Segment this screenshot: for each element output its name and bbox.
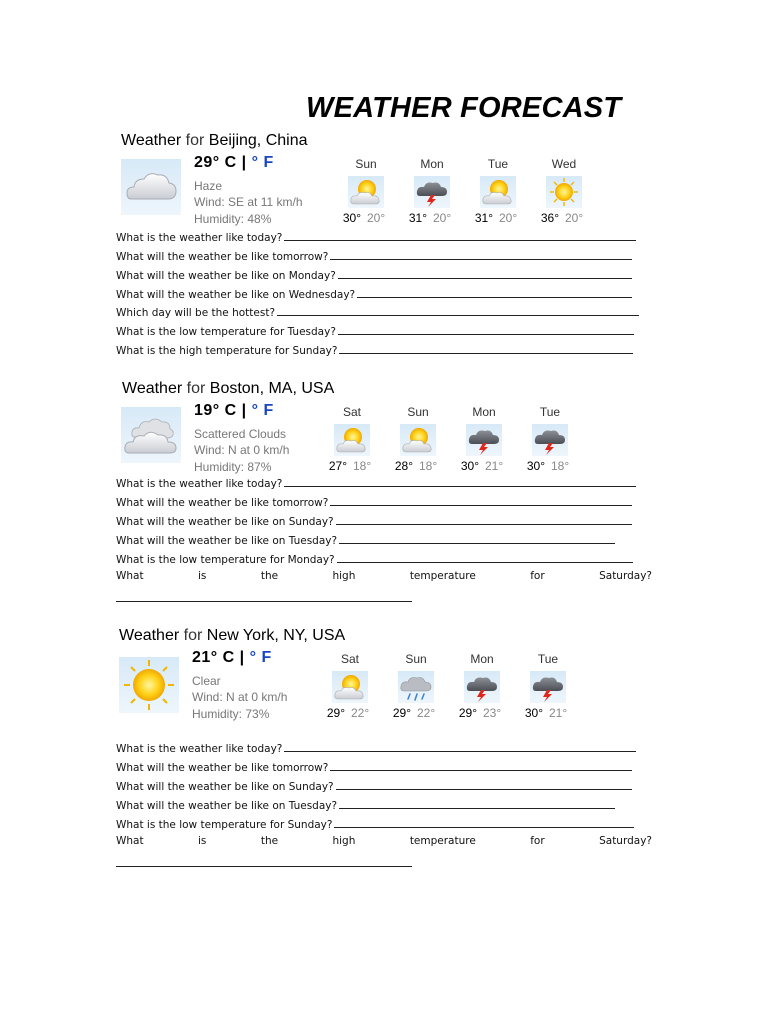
fahrenheit-unit[interactable]: F	[263, 402, 274, 419]
current-temperature	[194, 154, 274, 172]
fahrenheit-unit[interactable]: F	[263, 154, 274, 171]
unit-separator: |	[241, 154, 247, 171]
celsius-unit[interactable]: C	[224, 402, 237, 419]
forecast-high: 29°	[458, 706, 477, 720]
forecast-day: Mon	[420, 157, 444, 171]
city-name: Beijing, China	[208, 132, 308, 149]
forecast-temps	[318, 459, 382, 473]
question	[116, 759, 632, 774]
thunderstorm-icon	[530, 671, 566, 703]
condition-text: Haze	[194, 179, 223, 193]
question-text: Which day will be the hottest?	[116, 307, 276, 319]
answer-blank[interactable]	[357, 286, 632, 298]
forecast-temps	[332, 211, 396, 225]
forecast-day: Tue	[487, 157, 509, 171]
question-text: What will the weather be like on Tuesday?	[116, 800, 338, 812]
forecast-temps	[516, 459, 580, 473]
question-text: What is the weather like today?	[116, 232, 283, 244]
question-word: high	[332, 570, 356, 582]
wind-text: Wind: SE at 11 km/h	[194, 195, 303, 209]
partly-sunny-icon	[400, 424, 436, 456]
forecast-low: 21°	[549, 706, 568, 720]
question-text: What is the high temperature for Sunday?	[116, 345, 338, 357]
partly-sunny-icon	[334, 424, 370, 456]
question	[116, 778, 632, 793]
question	[116, 475, 636, 490]
unit-separator: |	[239, 649, 245, 666]
answer-blank[interactable]	[330, 494, 632, 506]
forecast-day: Sun	[405, 652, 427, 666]
humidity-text: Humidity: 73%	[192, 707, 270, 721]
forecast-high: 30°	[460, 459, 479, 473]
question-word: high	[332, 835, 356, 847]
question-word: What	[116, 570, 144, 582]
forecast-high: 29°	[326, 706, 345, 720]
question-text: What is the low temperature for Monday?	[116, 554, 335, 566]
forecast-low: 18°	[353, 459, 372, 473]
wind-text: Wind: N at 0 km/h	[194, 443, 290, 457]
question	[116, 342, 633, 357]
question-word: Saturday?	[599, 835, 652, 847]
question-text: What will the weather be like on Tuesday?	[116, 535, 338, 547]
question-text: What is the weather like today?	[116, 743, 283, 755]
question-text: What is the low temperature for Tuesday?	[116, 326, 336, 338]
answer-blank[interactable]	[330, 759, 632, 771]
question-text: What will the weather be like tomorrow?	[116, 497, 329, 509]
city-name: New York, NY, USA	[206, 627, 346, 644]
unit-separator: |	[241, 402, 247, 419]
question-text: What is the low temperature for Sunday?	[116, 819, 333, 831]
question-text: What will the weather be like tomorrow?	[116, 251, 329, 263]
answer-blank[interactable]	[337, 551, 633, 563]
question	[116, 248, 632, 263]
question	[116, 513, 632, 528]
question	[116, 304, 639, 319]
question-justified	[116, 835, 652, 847]
forecast-low: 22°	[351, 706, 370, 720]
question-word: What	[116, 835, 144, 847]
question-word: temperature	[409, 835, 476, 847]
forecast-low: 22°	[417, 706, 436, 720]
forecast-day: Sun	[407, 405, 429, 419]
forecast-day: Sat	[342, 405, 361, 419]
forecast-high: 30°	[526, 459, 545, 473]
answer-blank[interactable]	[339, 342, 633, 354]
question	[116, 797, 615, 812]
fahrenheit-degree: °	[251, 154, 259, 171]
question	[116, 229, 636, 244]
forecast-day: Sat	[340, 652, 359, 666]
forecast-temps	[450, 459, 514, 473]
rain-icon	[398, 671, 434, 703]
city-heading	[122, 380, 334, 398]
city-heading	[119, 627, 345, 645]
partly-sunny-icon	[348, 176, 384, 208]
question-text: What is the weather like today?	[116, 478, 283, 490]
forecast-temps	[514, 706, 578, 720]
partly-sunny-icon	[332, 671, 368, 703]
answer-blank[interactable]	[277, 304, 639, 316]
city-heading	[121, 132, 308, 150]
answer-blank[interactable]	[116, 865, 412, 867]
fahrenheit-degree: °	[251, 402, 259, 419]
forecast-high: 36°	[540, 211, 559, 225]
heading-for-word: for	[186, 380, 206, 397]
forecast-high: 28°	[394, 459, 413, 473]
answer-blank[interactable]	[334, 816, 634, 828]
page-title: WEATHER FORECAST	[306, 92, 622, 124]
forecast-day: Tue	[537, 652, 559, 666]
sun-icon	[119, 657, 179, 713]
humidity-text: Humidity: 48%	[194, 212, 272, 226]
forecast-high: 31°	[474, 211, 493, 225]
answer-blank[interactable]	[336, 778, 632, 790]
forecast-low: 23°	[483, 706, 502, 720]
temp-value: 21°	[192, 649, 218, 666]
question-word: is	[198, 835, 207, 847]
question-text: What will the weather be like tomorrow?	[116, 762, 329, 774]
heading-weather-word: Weather	[122, 380, 183, 397]
question-word: the	[260, 570, 279, 582]
heading-for-word: for	[183, 627, 203, 644]
question-word: temperature	[409, 570, 476, 582]
condition-text: Scattered Clouds	[194, 427, 287, 441]
question-word: the	[260, 835, 279, 847]
forecast-low: 20°	[367, 211, 386, 225]
answer-blank[interactable]	[284, 229, 636, 241]
partly-sunny-icon	[480, 176, 516, 208]
answer-blank[interactable]	[284, 740, 636, 752]
forecast-temps	[384, 459, 448, 473]
forecast-high: 30°	[342, 211, 361, 225]
question-word: Saturday?	[599, 570, 652, 582]
city-name: Boston, MA, USA	[209, 380, 335, 397]
question-word: is	[198, 570, 207, 582]
cloud-icon	[121, 159, 181, 215]
forecast-low: 20°	[433, 211, 452, 225]
temp-value: 19°	[194, 402, 220, 419]
current-temperature	[192, 649, 272, 667]
forecast-low: 20°	[565, 211, 584, 225]
forecast-temps	[398, 211, 462, 225]
celsius-unit[interactable]: C	[222, 649, 235, 666]
forecast-day: Tue	[539, 405, 561, 419]
heading-weather-word: Weather	[119, 627, 180, 644]
question-text: What will the weather be like on Wednesday?	[116, 289, 356, 301]
forecast-high: 30°	[524, 706, 543, 720]
forecast-low: 21°	[485, 459, 504, 473]
fahrenheit-degree: °	[249, 649, 257, 666]
heading-for-word: for	[185, 132, 205, 149]
question	[116, 532, 615, 547]
forecast-day: Mon	[470, 652, 494, 666]
thunderstorm-icon	[532, 424, 568, 456]
forecast-temps	[530, 211, 594, 225]
forecast-low: 20°	[499, 211, 518, 225]
question	[116, 267, 632, 282]
forecast-high: 29°	[392, 706, 411, 720]
question	[116, 494, 632, 509]
forecast-temps	[448, 706, 512, 720]
forecast-day: Sun	[355, 157, 377, 171]
question	[116, 816, 634, 831]
forecast-high: 27°	[328, 459, 347, 473]
humidity-text: Humidity: 87%	[194, 460, 272, 474]
thunderstorm-icon	[464, 671, 500, 703]
forecast-day: Mon	[472, 405, 496, 419]
answer-blank[interactable]	[338, 267, 632, 279]
forecast-low: 18°	[551, 459, 570, 473]
question-word: for	[530, 570, 545, 582]
question	[116, 323, 634, 338]
answer-blank[interactable]	[284, 475, 636, 487]
thunderstorm-icon	[466, 424, 502, 456]
question-text: What will the weather be like on Sunday?	[116, 516, 334, 528]
celsius-unit[interactable]: C	[224, 154, 237, 171]
forecast-high: 31°	[408, 211, 427, 225]
condition-text: Clear	[192, 674, 221, 688]
thunderstorm-icon	[414, 176, 450, 208]
answer-blank[interactable]	[338, 323, 634, 335]
forecast-day: Wed	[551, 157, 577, 171]
temp-value: 29°	[194, 154, 220, 171]
question-word: for	[530, 835, 545, 847]
question-text: What will the weather be like on Monday?	[116, 270, 336, 282]
question	[116, 286, 632, 301]
current-temperature	[194, 402, 274, 420]
answer-blank[interactable]	[330, 248, 632, 260]
wind-text: Wind: N at 0 km/h	[192, 690, 288, 704]
question-justified	[116, 570, 652, 582]
cloud-icon	[121, 407, 181, 463]
answer-blank[interactable]	[339, 797, 615, 809]
answer-blank[interactable]	[339, 532, 615, 544]
fahrenheit-unit[interactable]: F	[261, 649, 272, 666]
question	[116, 740, 636, 755]
sun-icon	[546, 176, 582, 208]
forecast-temps	[382, 706, 446, 720]
heading-weather-word: Weather	[121, 132, 182, 149]
forecast-low: 18°	[419, 459, 438, 473]
question	[116, 551, 633, 566]
question-text: What will the weather be like on Sunday?	[116, 781, 334, 793]
forecast-temps	[316, 706, 380, 720]
answer-blank[interactable]	[336, 513, 632, 525]
answer-blank[interactable]	[116, 600, 412, 602]
forecast-temps	[464, 211, 528, 225]
